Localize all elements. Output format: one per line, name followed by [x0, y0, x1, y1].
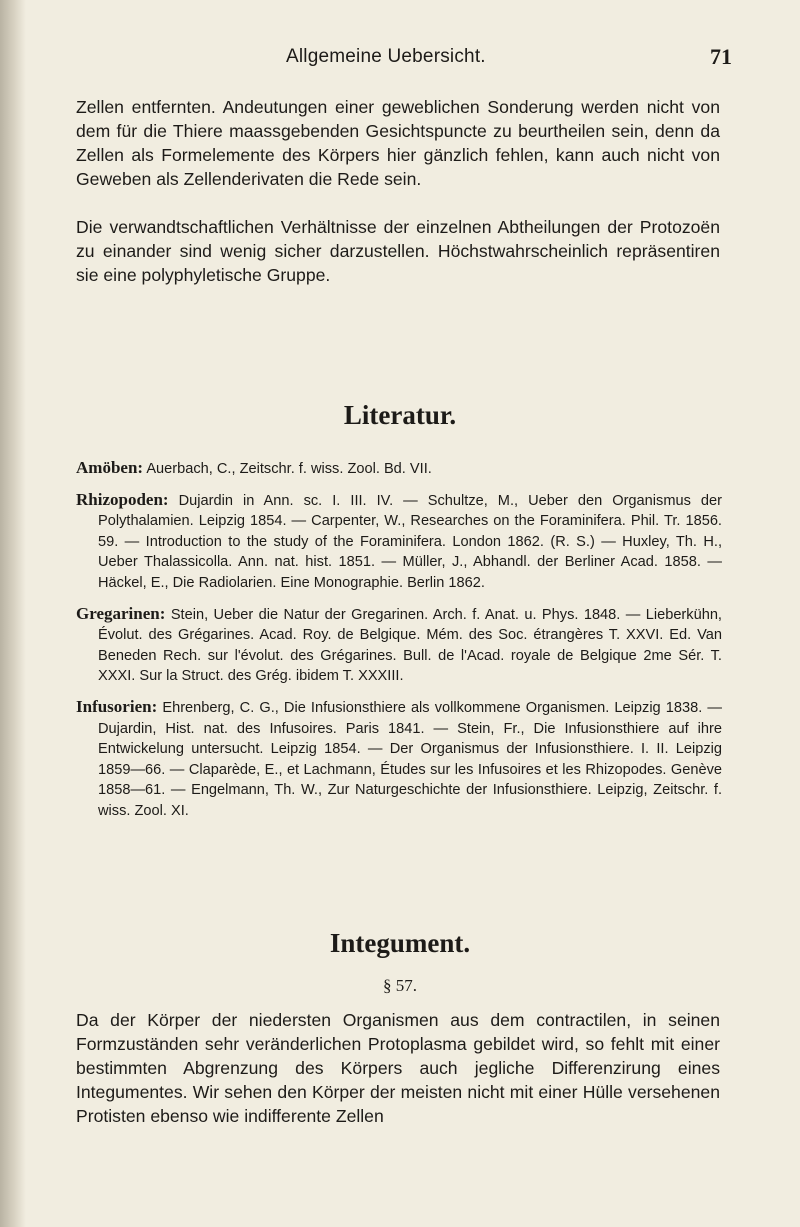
integument-heading: Integument.: [329, 928, 471, 958]
literature-text: Stein, Ueber die Natur der Gregarinen. Arch. f. Anat. u. Phys. 1848. — Lieberkühn, Évolut. des Grégarines. Acad. Roy. de Belgique. Mém. des Soc. étrangères T. XXVI. Ed. Van Beneden Rech. sur l'évolut. des Grégarines. Bull. de l'Acad. royale de Belgique 2me Sér. T. XXXI. Sur la Struct. des Grég. ibidem T. XXXIII.: [98, 606, 722, 685]
literature-text: Dujardin in Ann. sc. I. III. IV. — Schultze, M., Ueber den Organismus der Polythalamien. Leipzig 1854. — Carpenter, W., Researches on the Foraminifera. Phil. Tr. 1856. 59. — Introduction to the study of the Foraminifera. London 1862. (R. S.) — Huxley, Th. H., Ueber Thalassicolla. Ann. nat. hist. 1851. — Müller, J., Abhandl. der Berliner Acad. 1858. — Häckel, E., Die Radiolarien. Eine Monographie. Berlin 1862.: [98, 492, 723, 591]
gutter-shadow: [0, 0, 26, 1227]
literature-list: [76, 458, 722, 832]
literature-topic: Rhizopoden:: [76, 489, 169, 509]
literature-topic: Gregarinen:: [76, 603, 166, 623]
literature-topic: Amöben:: [76, 458, 144, 477]
literature-entry-rhizopoden: [76, 490, 722, 594]
section-number: § 57.: [383, 976, 417, 995]
literature-text: Auerbach, C., Zeitschr. f. wiss. Zool. Bd. VII.: [146, 461, 432, 477]
intro-paragraph-2: Die verwandtschaftlichen Verhältnisse der einzelnen Abtheilungen der Protozoën zu einander sind wenig sicher darzustellen. Höchstwahrscheinlich repräsentiren sie eine polyphyletische Gruppe.: [76, 217, 720, 285]
literature-entry-amoeben: [76, 458, 722, 480]
literature-entry-gregarinen: [76, 604, 722, 687]
page-number: 71: [710, 44, 732, 69]
running-head: [0, 46, 800, 76]
running-title: Allgemeine Uebersicht.: [286, 46, 486, 67]
literature-text: Ehrenberg, C. G., Die Infusionsthiere als vollkommene Organismen. Leipzig 1838. — Dujardin, Hist. nat. des Infusoires. Paris 1841. — Stein, Fr., Die Infusionsthiere auf ihre Entwickelung untersucht. Leipzig 1854. — Der Organismus der Infusionsthiere. I. II. Leipzig 1859—66. — Claparède, E., et Lachmann, Études sur les Infusoires et les Rhizopodes. Genève 1858—61. — Engelmann, Th. W., Zur Naturgeschichte der Infusionsthiere. Leipzig, Zeitschr. f. wiss. Zool. XI.: [98, 699, 722, 819]
integument-paragraph: Da der Körper der niedersten Organismen aus dem contractilen, in seinen Formzuständen sehr veränderlichen Protoplasma gebildet wird, so fehlt mit einer bestimmten Abgrenzung des Körpers auch jegliche Differenzirung eines Integumentes. Wir sehen den Körper der meisten nicht mit einer Hülle versehenen Protisten ebenso wie indifferente Zellen: [76, 1010, 720, 1126]
intro-paragraph-1: Zellen entfernten. Andeutungen einer geweblichen Sonderung werden nicht von dem für die Thiere maassgebenden Gesichtspuncte zu beurtheilen sein, denn da Zellen als Formelemente des Körpers hier gänzlich fehlen, kann auch nicht von Geweben als Zellenderivaten die Rede sein.: [76, 97, 720, 189]
literature-topic: Infusorien:: [76, 696, 158, 716]
literature-entry-infusorien: [76, 697, 722, 822]
literatur-heading: Literatur.: [343, 400, 457, 430]
